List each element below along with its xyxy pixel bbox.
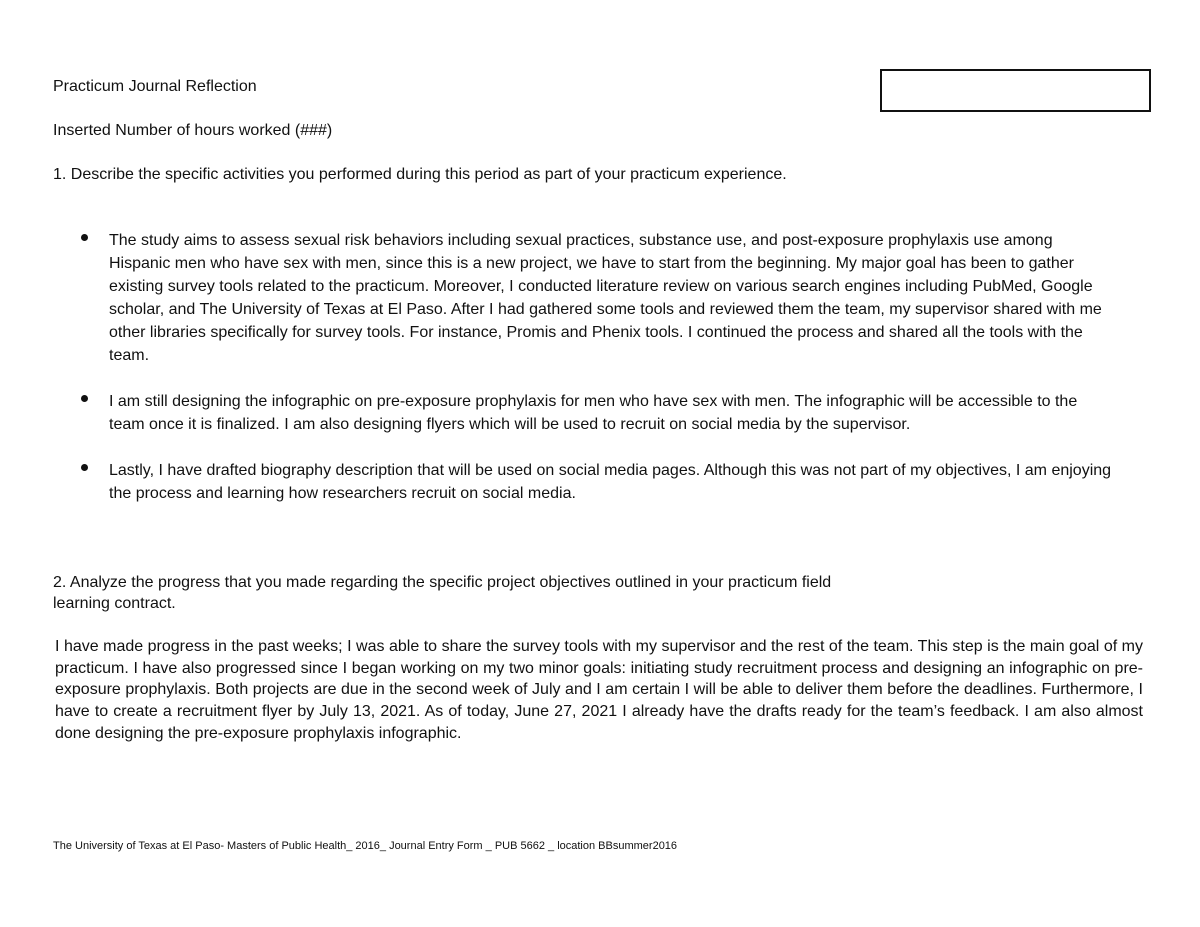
hours-worked-line: Inserted Number of hours worked (###) [53, 122, 333, 139]
question-1: 1. Describe the specific activities you performed during this period as part of your practicum experience. [53, 166, 787, 183]
bullet-icon [81, 234, 88, 241]
list-item [53, 459, 1113, 505]
bullet-icon [81, 395, 88, 402]
bullet-icon [81, 464, 88, 471]
header-empty-box [880, 69, 1151, 112]
list-item-text: I am still designing the infographic on pre-exposure prophylaxis for men who have sex with men. The infographic will be accessible to the team once it is finalized. I am also designing flyers which will be used to recruit on social media by the supervisor. [109, 393, 1078, 433]
page-footer: The University of Texas at El Paso- Masters of Public Health_ 2016_ Journal Entry Form _ PUB 5662 _ location BBsummer2016 [53, 840, 678, 852]
list-item [53, 229, 1113, 367]
list-item-text: The study aims to assess sexual risk behaviors including sexual practices, substance use, and post-exposure prophylaxis use among Hispanic men who have sex with men, since this is a new project, we have to start from the beginning. My major goal has been to gather existing survey tools related to the practicum. Moreover, I conducted literature review on various search engines including PubMed, Google scholar, and The University of Texas at El Paso. After I had gathered some tools and reviewed them the team, my supervisor shared with me other libraries specifically for survey tools. For instance, Promis and Phenix tools. I continued the process and shared all the tools with the team. [109, 232, 1102, 364]
list-item [53, 390, 1113, 436]
activities-list [53, 229, 1113, 528]
list-item-text: Lastly, I have drafted biography description that will be used on social media pages. Although this was not part of my objectives, I am enjoying the process and learning how researchers recruit on social media. [109, 462, 1112, 502]
question-2: 2. Analyze the progress that you made regarding the specific project objectives outlined in your practicum field learning contract. [53, 574, 832, 612]
document-title: Practicum Journal Reflection [53, 78, 257, 95]
answer-2-paragraph: I have made progress in the past weeks; I was able to share the survey tools with my supervisor and the rest of the team. This step is the main goal of my practicum. I have also progressed since I began working on my two minor goals: initiating study recruitment process and designing an infographic on pre-exposure prophylaxis. Both projects are due in the second week of July and I am certain I will be able to deliver them before the deadlines. Furthermore, I have to create a recruitment flyer by July 13, 2021. As of today, June 27, 2021 I already have the drafts ready for the team’s feedback. I am also almost done designing the pre-exposure prophylaxis infographic. [55, 638, 1143, 742]
